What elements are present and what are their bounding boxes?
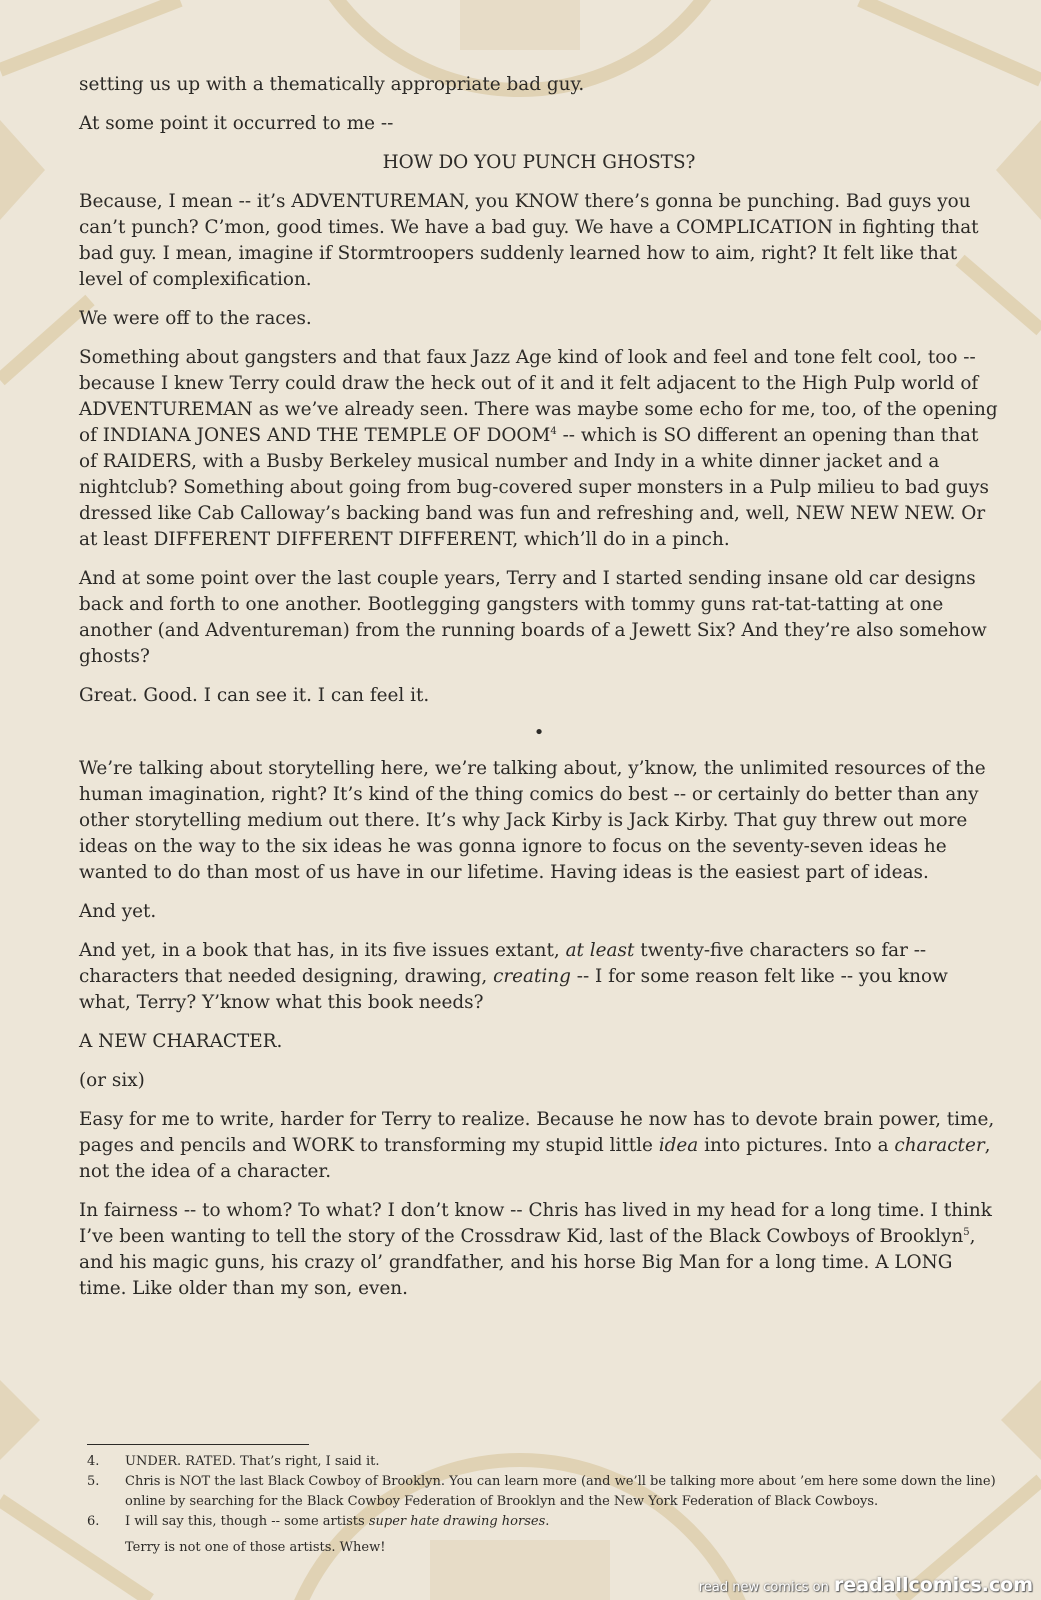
paragraph: We were off to the races. bbox=[79, 308, 312, 329]
footnote-item bbox=[87, 1512, 997, 1532]
footnote-text bbox=[125, 1512, 997, 1532]
footnote-number: 5. bbox=[87, 1474, 100, 1489]
paragraph: We’re talking about storytelling here, we’re talking about, y’know, the unlimited resources of the human imagination, right? It’s kind of the thing comics do best -- or certainly do better than any other storytelling medium out there. It’s why Jack Kirby is Jack Kirby. That guy threw out more ideas on the way to the six ideas he was gonna ignore to focus on the seventy-seven ideas he wanted to do than most of us have in our lifetime. Having ideas is the easiest part of ideas. bbox=[79, 758, 986, 883]
footnote-text: Chris is NOT the last Black Cowboy of Brooklyn. You can learn more (and we’ll be talking more about ’em here some down the line) online by searching for the Black Cowboy Federation of Brooklyn and the New York Federation of Black Cowboys. bbox=[125, 1474, 996, 1509]
paragraph bbox=[79, 1107, 999, 1185]
paragraph: Great. Good. I can see it. I can feel it. bbox=[79, 685, 430, 706]
article-body bbox=[79, 72, 999, 1315]
paragraph: A NEW CHARACTER. bbox=[79, 1031, 283, 1052]
footnote-ref: 5 bbox=[963, 1226, 970, 1238]
emphasis: idea bbox=[658, 1135, 699, 1156]
text-span: -- which is SO different an opening than that of RAIDERS, with a Busby Berkeley musical number and Indy in a white dinner jacket and a nightclub? Something about going from bug-covered super monsters in a Pulp milieu to bad guys dressed like Cab Calloway’s backing band was fun and refreshing and, well, NEW NEW NEW. Or at least DIFFERENT DIFFERENT DIFFERENT, which’ll do in a pinch. bbox=[79, 425, 989, 550]
text-span: And yet, in a book that has, in its five issues extant, bbox=[79, 940, 566, 961]
paragraph bbox=[79, 938, 999, 1016]
footnote-text: UNDER. RATED. That’s right, I said it. bbox=[125, 1454, 380, 1469]
emphasis: creating bbox=[493, 966, 571, 987]
text-span: , not the idea of a character. bbox=[79, 1135, 991, 1182]
text-span: into pictures. Into a bbox=[698, 1135, 895, 1156]
text-span: Something about gangsters and that faux Jazz Age kind of look and feel and tone felt cool, too -- because I knew Terry could draw the heck out of it and it felt adjacent to the High Pulp world of ADVENTUREMAN as we’ve already seen. There was maybe some echo for me, too, of the opening of INDIANA JONES AND THE TEMPLE OF DOOM bbox=[79, 347, 998, 446]
text-span: . bbox=[545, 1514, 550, 1529]
text-span: -- I for some reason felt like -- you know what, Terry? Y’know what this book needs? bbox=[79, 966, 948, 1013]
paragraph: setting us up with a thematically appropriate bad guy. bbox=[79, 74, 585, 95]
text-span: twenty-five characters so far -- characters that needed designing, drawing, bbox=[79, 940, 927, 987]
text-span: , and his magic guns, his crazy ol’ grandfather, and his horse Big Man for a long time. A LONG time. Like older than my son, even. bbox=[79, 1226, 976, 1299]
paragraph: And yet. bbox=[79, 901, 157, 922]
paragraph bbox=[79, 345, 999, 553]
text-span: I will say this, though -- some artists bbox=[125, 1514, 369, 1529]
section-divider: • bbox=[533, 722, 545, 743]
watermark-site: readallcomics.com bbox=[833, 1574, 1033, 1596]
emphasis: super hate drawing horses bbox=[368, 1514, 546, 1529]
paragraph: (or six) bbox=[79, 1070, 145, 1091]
footnote-number: 6. bbox=[87, 1514, 100, 1529]
heading-callout: HOW DO YOU PUNCH GHOSTS? bbox=[382, 152, 696, 173]
footnote-divider bbox=[87, 1444, 309, 1445]
watermark-prefix: read new comics on bbox=[698, 1580, 829, 1595]
text-span: In fairness -- to whom? To what? I don’t know -- Chris has lived in my head for a long time. I think I’ve been wanting to tell the story of the Crossdraw Kid, last of the Black Cowboys of Brooklyn bbox=[79, 1200, 992, 1247]
paragraph bbox=[79, 1198, 999, 1302]
footnotes bbox=[87, 1444, 997, 1558]
paragraph: Because, I mean -- it’s ADVENTUREMAN, you KNOW there’s gonna be punching. Bad guys you can’t punch? C’mon, good times. We have a bad guy. We have a COMPLICATION in fighting that bad guy. I mean, imagine if Stormtroopers suddenly learned how to aim, right? It felt like that level of complexification. bbox=[79, 191, 979, 290]
footnote-item bbox=[87, 1472, 997, 1512]
footnote-item bbox=[87, 1452, 997, 1472]
emphasis: at least bbox=[565, 940, 635, 961]
paragraph: And at some point over the last couple years, Terry and I started sending insane old car designs back and forth to one another. Bootlegging gangsters with tommy guns rat-tat-tatting at one another (and Adventureman) from the running boards of a Jewett Six? And they’re also somehow ghosts? bbox=[79, 568, 987, 667]
footnote-ref: 4 bbox=[550, 425, 557, 437]
text-span: Easy for me to write, harder for Terry to realize. Because he now has to devote brain power, time, pages and pencils and WORK to transforming my stupid little bbox=[79, 1109, 995, 1156]
footnote-continuation: Terry is not one of those artists. Whew! bbox=[125, 1540, 386, 1555]
watermark-link[interactable] bbox=[699, 1574, 1033, 1596]
footnote-number: 4. bbox=[87, 1454, 100, 1469]
paragraph: At some point it occurred to me -- bbox=[79, 113, 394, 134]
emphasis: character bbox=[894, 1135, 985, 1156]
